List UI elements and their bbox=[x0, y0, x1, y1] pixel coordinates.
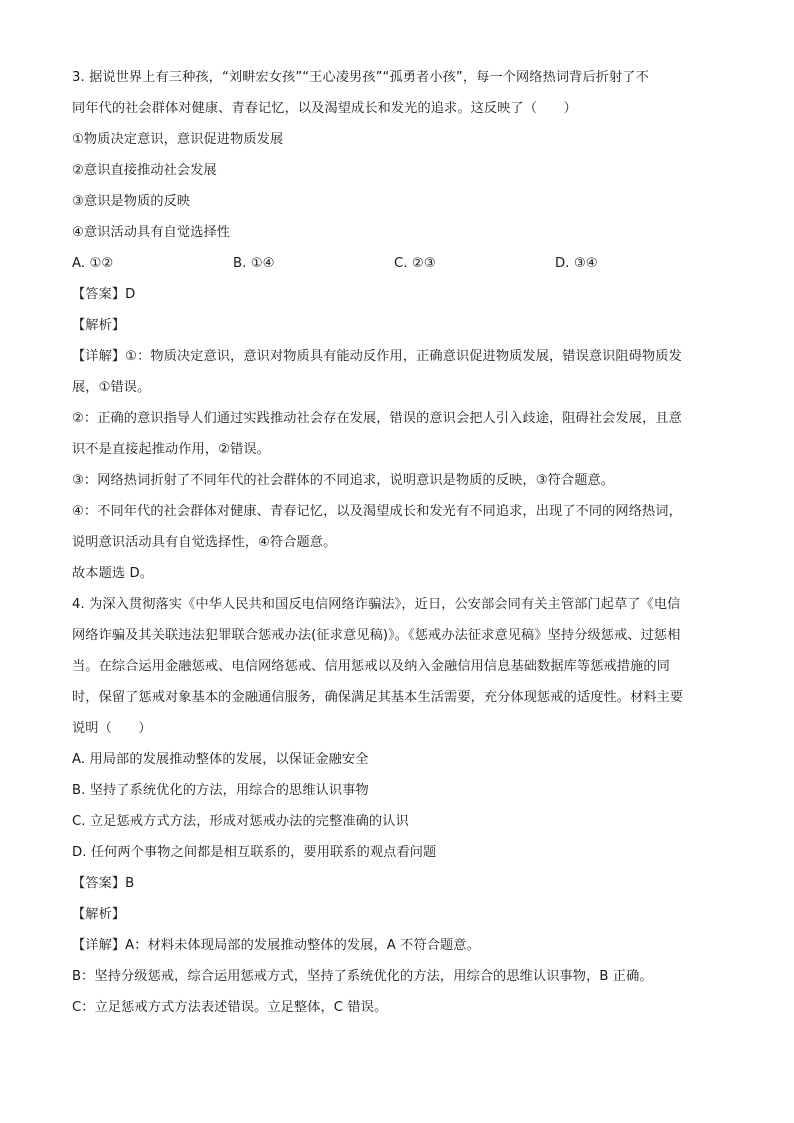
q3-option-c: C. ②③ bbox=[394, 256, 436, 271]
q4-stem-line-2: 网络诈骗及其关联违法犯罪联合惩戒办法(征求意见稿)》。《惩戒办法征求意见稿》坚持分级惩戒、过惩相 bbox=[72, 628, 681, 643]
q4-stem-line-5: 说明（ ） bbox=[72, 721, 152, 736]
q3-item-1: ①物质决定意识，意识促进物质发展 bbox=[72, 132, 284, 147]
q4-answer-label: 【答案】 bbox=[72, 876, 126, 891]
q3-item-4: ④意识活动具有自觉选择性 bbox=[72, 225, 231, 240]
q3-stem-line-2: 同年代的社会群体对健康、青春记忆，以及渴望成长和发光的追求。这反映了（ ） bbox=[72, 101, 577, 116]
q3-answer-value: D bbox=[125, 287, 136, 302]
q3-detail-line-6: ④：不同年代的社会群体对健康、青春记忆，以及渴望成长和发光有不同追求，出现了不同的网络热词， bbox=[72, 504, 682, 519]
q4-detail-line-3: C：立足惩戒方式方法表述错误。立足整体，C 错误。 bbox=[72, 1000, 388, 1015]
q4-option-b: B. 坚持了系统优化的方法，用综合的思维认识事物 bbox=[72, 783, 369, 798]
q3-option-b: B. ①④ bbox=[233, 256, 275, 271]
q3-detail-line-7: 说明意识活动具有自觉选择性，④符合题意。 bbox=[72, 535, 337, 550]
q4-option-d: D. 任何两个事物之间都是相互联系的，要用联系的观点看问题 bbox=[72, 845, 437, 860]
q3-detail-line-1: 【详解】①：物质决定意识，意识对物质具有能动反作用，正确意识促进物质发展，错误意识阻碍物质发 bbox=[72, 349, 682, 364]
q3-analysis-label: 【解析】 bbox=[72, 318, 126, 333]
q3-answer-label: 【答案】 bbox=[72, 287, 126, 302]
q3-option-a: A. ①② bbox=[72, 256, 114, 271]
q3-detail-label: 【详解】 bbox=[72, 349, 126, 364]
q3-detail-line-3: ②：正确的意识指导人们通过实践推动社会存在发展，错误的意识会把人引入歧途，阻碍社会发展，且意 bbox=[72, 411, 682, 426]
q4-stem-line-3: 当。在综合运用金融惩戒、电信网络惩戒、信用惩戒以及纳入金融信用信息基础数据库等惩戒措施的同 bbox=[72, 659, 670, 674]
q3-stem-line-1: 3. 据说世界上有三种孩，“刘畊宏女孩”“王心凌男孩”“孤勇者小孩”，每一个网络热词背后折射了不 bbox=[72, 70, 649, 85]
q4-answer bbox=[72, 868, 722, 899]
q3-item-2: ②意识直接推动社会发展 bbox=[72, 163, 217, 178]
document-content bbox=[72, 62, 722, 1023]
q3-detail-line-5: ③：网络热词折射了不同年代的社会群体的不同追求，说明意识是物质的反映，③符合题意。 bbox=[72, 473, 615, 488]
q3-conclusion: 故本题选 D。 bbox=[72, 566, 153, 581]
q3-options bbox=[72, 248, 722, 279]
q4-analysis-label: 【解析】 bbox=[72, 907, 126, 922]
q3-item-3: ③意识是物质的反映 bbox=[72, 194, 191, 209]
q4-stem-line-1: 4. 为深入贯彻落实《中华人民共和国反电信网络诈骗法》，近日，公安部会同有关主管部门起草了《电信 bbox=[72, 597, 681, 612]
q4-detail-line-1: 【详解】A：材料未体现局部的发展推动整体的发展，A 不符合题意。 bbox=[72, 938, 480, 953]
q3-answer bbox=[72, 279, 722, 310]
q4-option-c: C. 立足惩戒方式方法，形成对惩戒办法的完整准确的认识 bbox=[72, 814, 409, 829]
q3-option-d: D. ③④ bbox=[555, 256, 598, 271]
q3-detail-line-4: 识不是直接起推动作用，②错误。 bbox=[72, 442, 270, 457]
q4-detail-label: 【详解】 bbox=[72, 938, 126, 953]
q4-answer-value: B bbox=[125, 876, 135, 891]
q4-stem-line-4: 时，保留了惩戒对象基本的金融通信服务，确保满足其基本生活需要，充分体现惩戒的适度性。材料主要 bbox=[72, 690, 684, 705]
q4-detail-line-2: B：坚持分级惩戒，综合运用惩戒方式，坚持了系统优化的方法，用综合的思维认识事物，B 正确。 bbox=[72, 969, 653, 984]
q3-detail-line-2: 展，①错误。 bbox=[72, 380, 151, 395]
q4-option-a: A. 用局部的发展推动整体的发展，以保证金融安全 bbox=[72, 752, 369, 767]
